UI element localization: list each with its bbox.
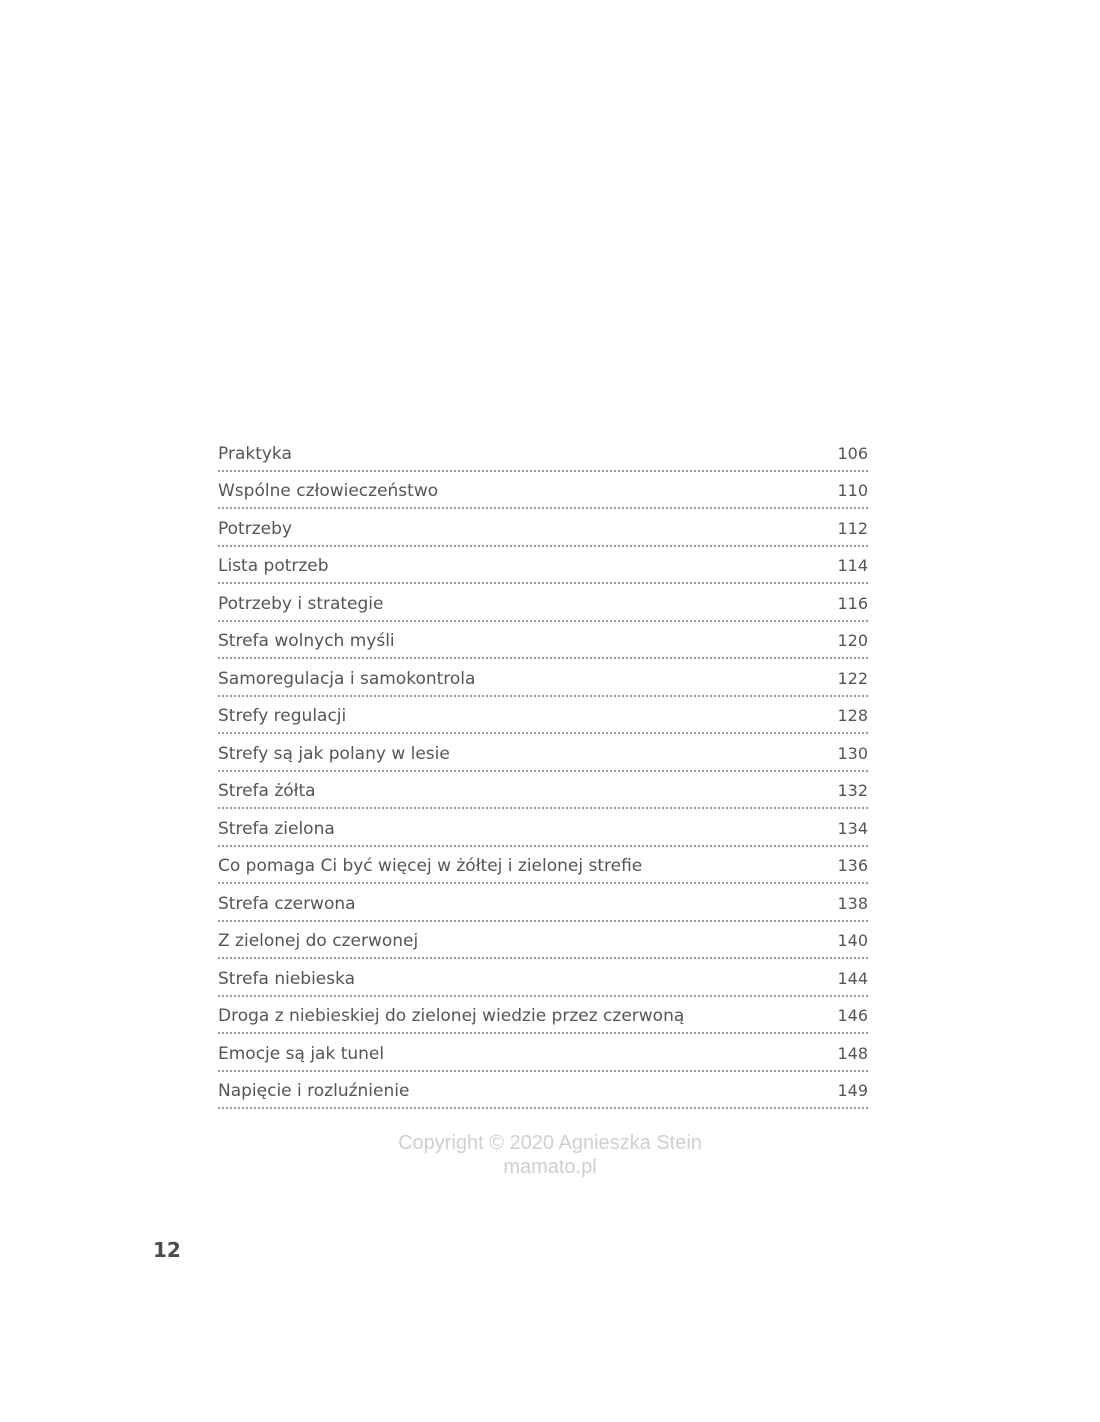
- toc-entry-title: Strefa niebieska: [218, 968, 356, 989]
- toc-entry[interactable]: [218, 922, 868, 960]
- toc-entry[interactable]: [218, 584, 868, 622]
- toc-entry-page: 128: [837, 706, 868, 725]
- toc-entry[interactable]: [218, 997, 868, 1035]
- toc-entry[interactable]: [218, 472, 868, 510]
- toc-entry-page: 148: [837, 1043, 868, 1063]
- toc-entry[interactable]: [218, 1034, 868, 1072]
- toc-entry-title: Samoregulacja i samokontrola: [218, 668, 476, 689]
- toc-entry[interactable]: [218, 1072, 868, 1110]
- toc-entry[interactable]: [218, 959, 868, 997]
- toc-entry-title: Wspólne człowieczeństwo: [218, 481, 439, 501]
- page-number: 12: [153, 1238, 181, 1262]
- toc-entry-page: 110: [837, 481, 868, 500]
- toc-entry-title: Strefy są jak polany w lesie: [218, 743, 450, 764]
- toc-entry-title: Potrzeby: [218, 518, 292, 539]
- toc-entry-title: Co pomaga Ci być więcej w żółtej i zielonej strefie: [218, 856, 643, 876]
- toc-entry[interactable]: [218, 734, 868, 772]
- toc-entry[interactable]: [218, 772, 868, 810]
- table-of-contents: [218, 434, 868, 1109]
- toc-entry-page: 112: [837, 518, 868, 538]
- toc-entry-title: Praktyka: [218, 443, 292, 464]
- toc-entry-title: Potrzeby i strategie: [218, 593, 384, 614]
- toc-entry-page: 106: [837, 443, 868, 463]
- toc-entry[interactable]: [218, 434, 868, 472]
- watermark-website-line: mamato.pl: [503, 1156, 597, 1178]
- toc-entry-page: 144: [837, 968, 868, 988]
- toc-entry-page: 122: [837, 668, 868, 688]
- toc-entry-page: 149: [837, 1081, 868, 1100]
- toc-entry-page: 138: [837, 893, 868, 913]
- toc-entry-title: Droga z niebieskiej do zielonej wiedzie przez czerwoną: [218, 1006, 685, 1026]
- toc-entry[interactable]: [218, 509, 868, 547]
- toc-entry-title: Strefa zielona: [218, 818, 335, 839]
- toc-entry-page: 120: [837, 631, 868, 650]
- toc-entry-title: Strefy regulacji: [218, 706, 347, 726]
- toc-entry[interactable]: [218, 547, 868, 585]
- toc-entry-title: Strefa czerwona: [218, 893, 356, 914]
- toc-entry[interactable]: [218, 659, 868, 697]
- copyright-watermark: [0, 1131, 1100, 1179]
- toc-entry-title: Lista potrzeb: [218, 556, 329, 576]
- toc-entry-page: 136: [837, 856, 868, 875]
- toc-entry-title: Napięcie i rozluźnienie: [218, 1081, 410, 1101]
- toc-entry-page: 140: [837, 931, 868, 950]
- toc-entry[interactable]: [218, 622, 868, 660]
- toc-entry[interactable]: [218, 884, 868, 922]
- toc-entry-page: 132: [837, 781, 868, 800]
- watermark-copyright-line: Copyright © 2020 Agnieszka Stein: [398, 1132, 702, 1154]
- toc-entry-title: Emocje są jak tunel: [218, 1043, 385, 1064]
- toc-entry-title: Strefa wolnych myśli: [218, 631, 395, 651]
- toc-entry-page: 130: [837, 743, 868, 763]
- toc-entry-page: 134: [837, 818, 868, 838]
- toc-entry-page: 116: [837, 593, 868, 613]
- toc-entry-title: Strefa żółta: [218, 781, 316, 801]
- toc-entry[interactable]: [218, 697, 868, 735]
- toc-entry-title: Z zielonej do czerwonej: [218, 931, 419, 951]
- toc-entry-page: 146: [837, 1006, 868, 1025]
- toc-entry-page: 114: [837, 556, 868, 575]
- toc-entry[interactable]: [218, 809, 868, 847]
- toc-entry[interactable]: [218, 847, 868, 885]
